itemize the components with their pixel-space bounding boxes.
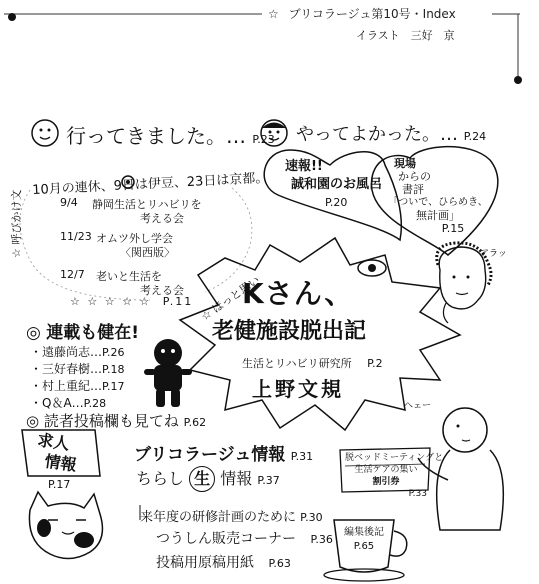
genko-item[interactable]: 投稿用原稿用紙 P.63: [156, 555, 291, 571]
bricolage-info[interactable]: ブリコラージュ情報 P.31: [134, 445, 314, 465]
event-title: オムツ外し学会: [96, 232, 173, 245]
illustrator-credit: イラスト 三好 京: [356, 29, 455, 42]
star-icon: ☆: [268, 7, 279, 21]
sei-circle: 生: [189, 466, 215, 492]
rensai-item[interactable]: ・Q＆A…P.28: [30, 396, 107, 410]
event-date: 11/23: [60, 230, 92, 243]
feature-page: P.2: [367, 357, 383, 370]
kyujin-page: P.17: [48, 478, 71, 491]
renkyu-page: P.11: [162, 295, 194, 308]
araa-exclaim: アラッ: [480, 249, 507, 259]
bullet-icon: ◎: [26, 323, 47, 343]
bullet-icon: ◎: [26, 412, 44, 430]
man-illustration: [418, 408, 503, 530]
bullet-icon: [8, 13, 16, 21]
rensai-item[interactable]: ・遠藤尚志…P.26: [30, 345, 125, 359]
event-date: 12/7: [60, 268, 85, 281]
event-title: 考える会: [140, 212, 184, 225]
hee-exclaim: ヘェー: [404, 401, 432, 411]
dark-figure-illustration: [144, 339, 192, 407]
smiley-face-icon: [32, 120, 58, 146]
feature-title-1: Kさん、: [242, 277, 354, 310]
feature-org: 生活とリハビリ研究所: [242, 357, 352, 370]
header-title: ☆ ブリコラージュ第10号・Index: [268, 7, 456, 21]
renkyu-side-text: ☆ 呼びかけ文: [10, 189, 23, 258]
discount-ticket[interactable]: 脱ベッドミーティングと 生活ケアの集い 割引券 P.33: [345, 453, 444, 499]
event-title: 静岡生活とリハビリを: [92, 198, 202, 211]
tsushin-item[interactable]: つうしん販売コーナー P.36: [156, 531, 333, 547]
feature-author: 上野文規: [252, 377, 344, 401]
bullet-icon: [514, 76, 522, 84]
next-year-item[interactable]: 来年度の研修計画のために P.30: [140, 510, 323, 525]
rensai-item[interactable]: ・村上重紀…P.17: [30, 379, 125, 393]
renkyu-heading: 10月の連休、9日は伊豆、23日は京都。: [31, 170, 269, 199]
event-date: 9/4: [60, 196, 78, 209]
feature-title-2: 老健施設脱出記: [212, 319, 367, 344]
event-title: 老いと生活を: [96, 270, 162, 283]
rensai-item[interactable]: ・三好春樹…P.18: [30, 362, 125, 376]
renkyu-stars: ☆ ☆ ☆ ☆ ☆ P.11: [70, 295, 194, 308]
cat-illustration: [29, 492, 102, 559]
kyujin-sign[interactable]: 求人 情報: [36, 430, 78, 475]
dokusha-item[interactable]: ◎ 読者投稿欄も見てね P.62: [26, 412, 207, 430]
renkyu-curve-text: ☆ ほっと思い: [198, 273, 263, 324]
chirashi-info[interactable]: ちらし 生 情報 P.37: [136, 466, 280, 492]
heart-sokuho[interactable]: 速報!! 誠和園のお風呂 P.20: [285, 159, 383, 209]
editor-note[interactable]: 編集後記 P.65: [344, 527, 384, 552]
top-item-ittekimashita[interactable]: 行ってきました。… P.23: [66, 124, 275, 148]
rensai-list: [30, 344, 124, 412]
heart-shohyo[interactable]: 現場 からの 書評 「ついで、ひらめき、 無計画」 P.15: [388, 157, 488, 235]
top-item-yatteyokatta[interactable]: やってよかった。… P.24: [296, 124, 487, 145]
event-title: 考える会: [140, 284, 184, 297]
rensai-heading: ◎ 連載も健在!: [26, 323, 140, 343]
event-title: 〈関西版〉: [120, 246, 175, 259]
